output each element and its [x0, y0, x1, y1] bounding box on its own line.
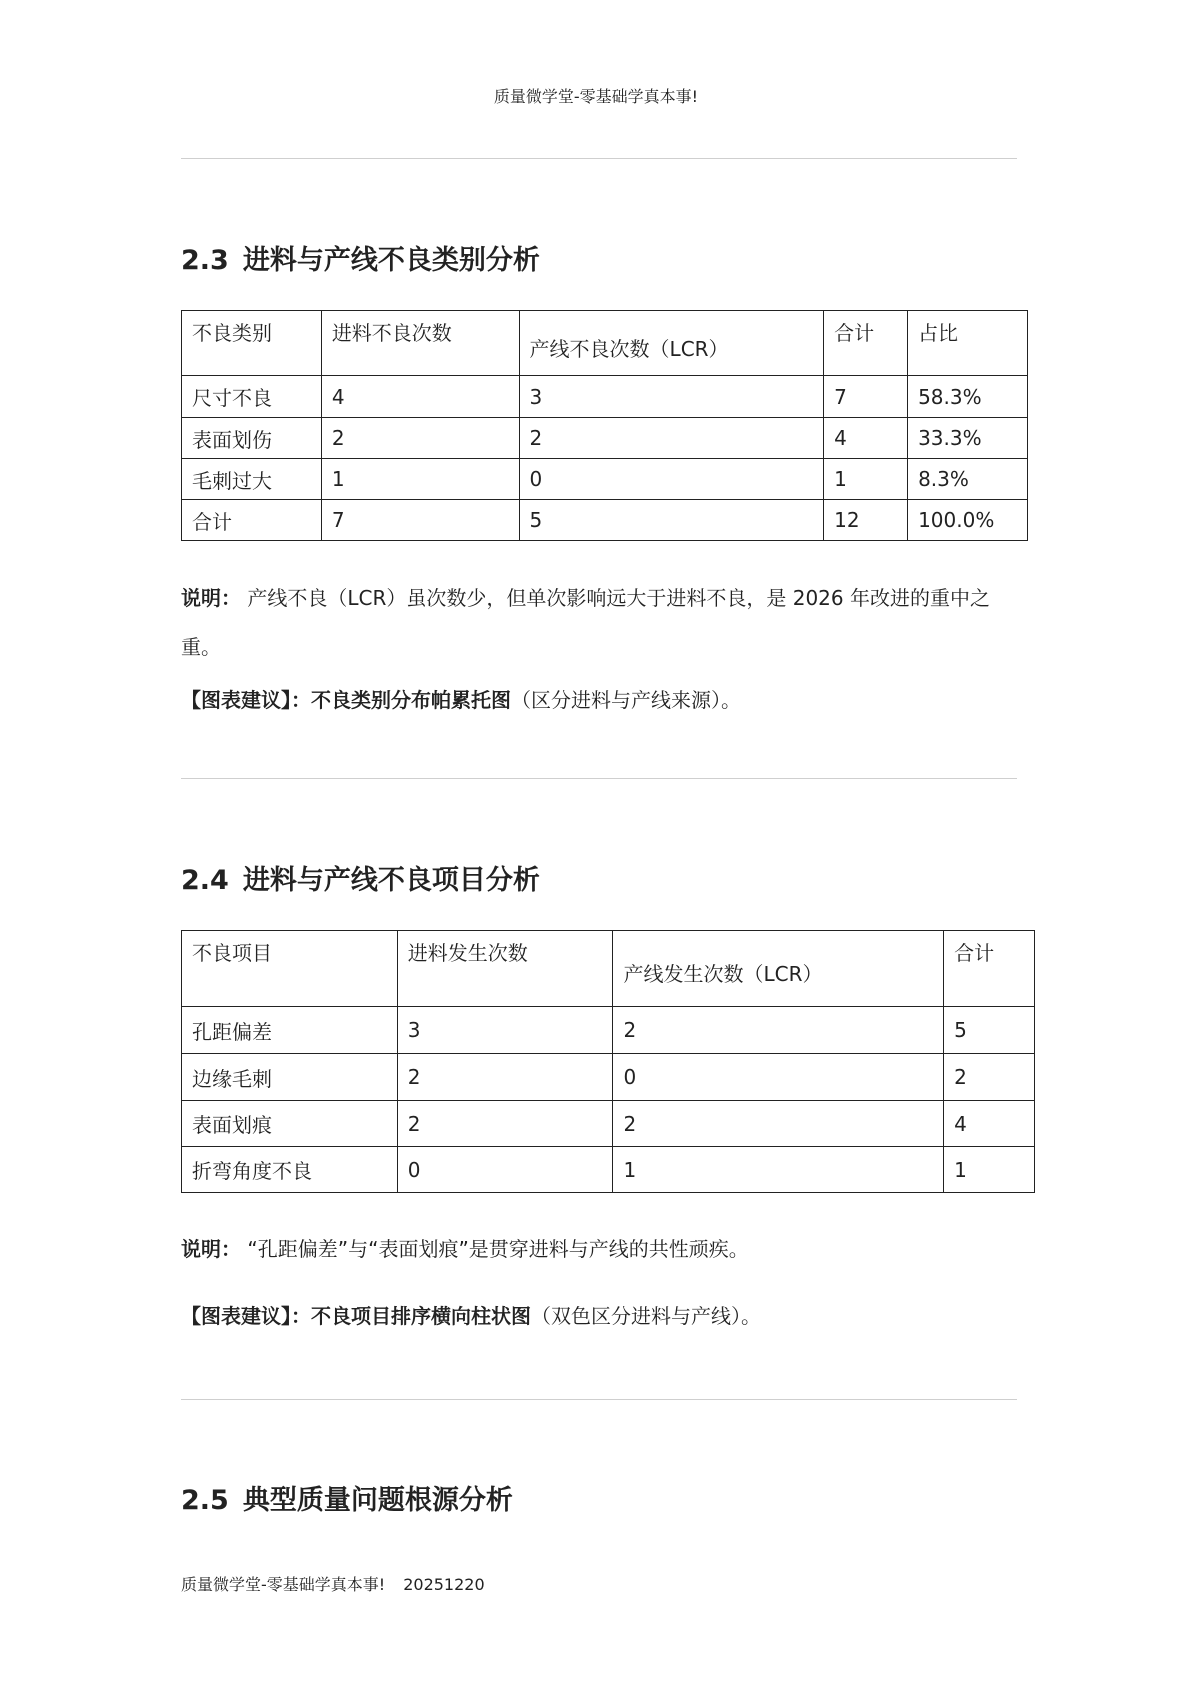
table-cell: 孔距偏差 [182, 1007, 398, 1054]
defect-category-table [181, 310, 1028, 541]
table-cell: 5 [944, 1007, 1035, 1054]
table-row [182, 418, 1028, 459]
divider [181, 1399, 1017, 1400]
table-cell: 边缘毛刺 [182, 1054, 398, 1101]
section-2-4-chart-tip [181, 1292, 1011, 1341]
section-number: 2.3 [181, 245, 229, 276]
table-cell: 4 [824, 418, 908, 459]
chart-tip-name: 不良类别分布帕累托图 [311, 688, 511, 712]
table-cell: 折弯角度不良 [182, 1147, 398, 1193]
table-cell: 2 [944, 1054, 1035, 1101]
section-2-3-chart-tip [181, 676, 1011, 725]
note-text: 产线不良（LCR）虽次数少，但单次影响远大于进料不良，是 2026 年改进的重中之重。 [181, 586, 990, 659]
table-cell: 2 [613, 1101, 944, 1147]
section-number: 2.4 [181, 865, 229, 896]
table-cell: 0 [397, 1147, 613, 1193]
section-2-4-note [181, 1225, 1011, 1274]
table-cell: 8.3% [908, 459, 1028, 500]
table-cell: 尺寸不良 [182, 376, 322, 418]
table-cell: 100.0% [908, 500, 1028, 541]
section-title: 进料与产线不良类别分析 [242, 245, 540, 276]
note-label: 说明： [181, 1237, 241, 1261]
table-row [182, 500, 1028, 541]
column-header: 产线不良次数（LCR） [519, 311, 824, 376]
table-cell: 合计 [182, 500, 322, 541]
footer-date: 20251220 [403, 1575, 485, 1594]
table-cell: 33.3% [908, 418, 1028, 459]
table-cell: 1 [321, 459, 519, 500]
column-header: 不良项目 [182, 931, 398, 1007]
section-number: 2.5 [181, 1485, 229, 1516]
table-cell: 表面划伤 [182, 418, 322, 459]
table-cell: 毛刺过大 [182, 459, 322, 500]
chart-tip-label: 【图表建议】： [181, 1304, 311, 1328]
column-header: 进料不良次数 [321, 311, 519, 376]
table-cell: 58.3% [908, 376, 1028, 418]
column-header: 不良类别 [182, 311, 322, 376]
table-row [182, 1007, 1035, 1054]
table-cell: 5 [519, 500, 824, 541]
column-header: 合计 [824, 311, 908, 376]
table-cell: 2 [519, 418, 824, 459]
table-cell: 4 [944, 1101, 1035, 1147]
note-label: 说明： [181, 586, 241, 610]
section-title: 典型质量问题根源分析 [242, 1485, 513, 1516]
note-text: “孔距偏差”与“表面划痕”是贯穿进料与产线的共性顽疾。 [241, 1237, 749, 1261]
table-cell: 7 [824, 376, 908, 418]
table-cell: 7 [321, 500, 519, 541]
defect-item-table [181, 930, 1035, 1193]
table-row [182, 1101, 1035, 1147]
table-row [182, 1147, 1035, 1193]
column-header: 产线发生次数（LCR） [613, 931, 944, 1007]
section-2-3-heading [181, 238, 540, 277]
footer-text: 质量微学堂-零基础学真本事! [181, 1575, 386, 1594]
chart-tip-detail: （双色区分进料与产线）。 [531, 1304, 761, 1328]
table-cell: 4 [321, 376, 519, 418]
column-header: 进料发生次数 [397, 931, 613, 1007]
chart-tip-detail: （区分进料与产线来源）。 [511, 688, 741, 712]
chart-tip-name: 不良项目排序横向柱状图 [311, 1304, 531, 1328]
divider [181, 158, 1017, 159]
table-cell: 2 [613, 1007, 944, 1054]
table-cell: 0 [519, 459, 824, 500]
table-cell: 表面划痕 [182, 1101, 398, 1147]
table-row [182, 459, 1028, 500]
table-cell: 3 [519, 376, 824, 418]
section-title: 进料与产线不良项目分析 [242, 865, 540, 896]
column-header: 占比 [908, 311, 1028, 376]
table-cell: 2 [321, 418, 519, 459]
section-2-4-heading [181, 858, 540, 897]
chart-tip-label: 【图表建议】： [181, 688, 311, 712]
table-cell: 2 [397, 1054, 613, 1101]
table-cell: 3 [397, 1007, 613, 1054]
section-2-3-note [181, 574, 1011, 672]
table-cell: 1 [613, 1147, 944, 1193]
table-row [182, 1054, 1035, 1101]
table-cell: 0 [613, 1054, 944, 1101]
column-header: 合计 [944, 931, 1035, 1007]
divider [181, 778, 1017, 779]
table-cell: 12 [824, 500, 908, 541]
section-2-5-heading [181, 1478, 513, 1517]
page-footer [181, 1572, 485, 1595]
page-header: 质量微学堂-零基础学真本事! [493, 87, 699, 106]
table-cell: 1 [824, 459, 908, 500]
table-cell: 1 [944, 1147, 1035, 1193]
table-row [182, 376, 1028, 418]
table-cell: 2 [397, 1101, 613, 1147]
